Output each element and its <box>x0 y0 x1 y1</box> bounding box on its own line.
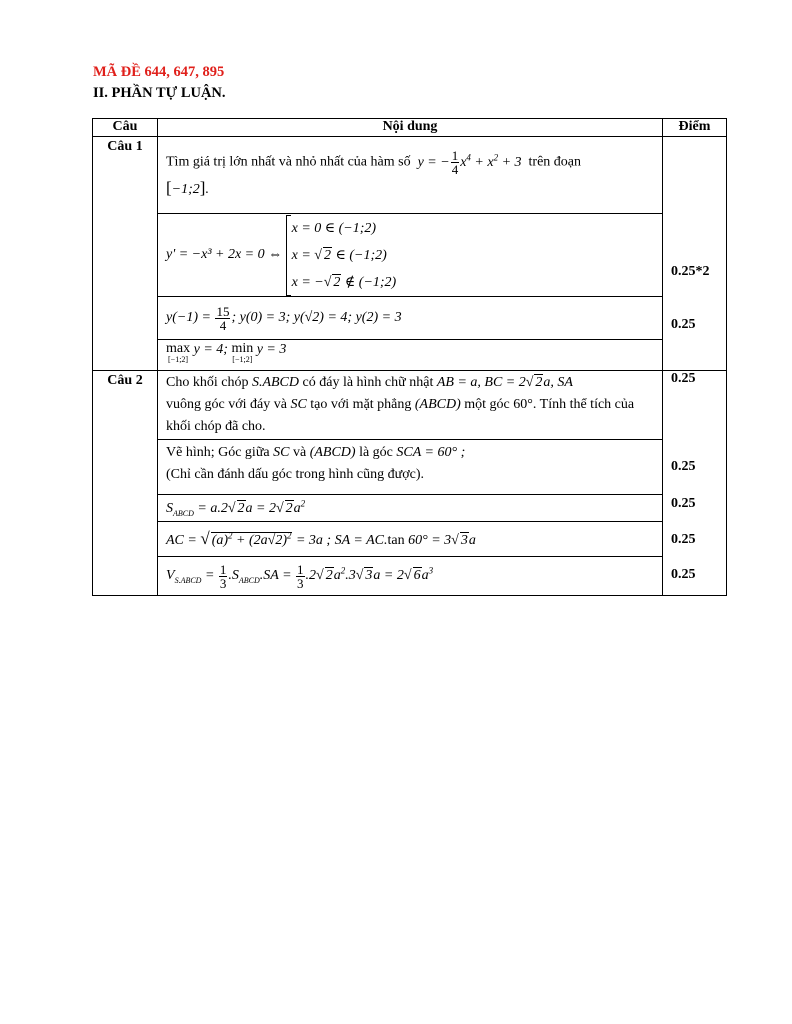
table-row-q2-prompt <box>93 371 727 440</box>
q2-step2-cell <box>158 495 663 522</box>
q2-angle: 60° <box>513 397 533 412</box>
q1-step2-cell <box>158 297 663 340</box>
q2-score-2: 0.25 <box>671 496 696 511</box>
header-cau: Câu <box>93 119 158 137</box>
q1-prompt-cell <box>158 137 663 214</box>
table-header-row <box>93 119 727 137</box>
q1-score-cell <box>663 137 727 386</box>
q1-values: y(−1) = $\frac{15}{4}$ ; y(0) = 3; y(√2) = 4; y(2) = 3 <box>166 303 402 333</box>
q2-base-area: $S_{ABCD} = a.2√$ 2a = 2√ $2a^2$ <box>166 498 306 518</box>
q2-pyramid: S.ABCD <box>251 375 300 390</box>
header-noi-dung: Nội dung <box>158 119 663 137</box>
q1-step1-cell <box>158 214 663 297</box>
header-diem: Điểm <box>663 119 727 137</box>
q1-function: y = − $\frac{1}{4}$ $x^4 + x^2 + 3$ <box>417 147 522 177</box>
q2-edge-sc: SC <box>290 397 307 412</box>
section-heading: II. PHẦN TỰ LUẬN. <box>93 85 226 101</box>
q2-ac-sa: AC = √ $(a)^2 + (2a√2)^2 = 3a$ ; SA = AC.tan 60° = 3√ 3a <box>166 529 476 548</box>
q1-step3-cell <box>158 340 663 371</box>
q1-prompt-text-a: Tìm giá trị lớn nhất và nhỏ nhất của hàm số <box>166 154 411 170</box>
table-row-q1-prompt <box>93 137 727 214</box>
q1-derivative: y' = −x³ + 2x = 0 ⇔ <box>166 247 283 262</box>
q1-case-2: x = √ 2 ∈ (−1;2) <box>291 247 387 263</box>
q2-prompt-6: . Tính thể tích của khối chóp đã cho. <box>166 397 635 434</box>
q2-score-1: 0.25 <box>671 459 696 474</box>
q2-label: Câu 2 <box>107 373 143 388</box>
q1-label-cell <box>93 137 158 371</box>
q2-prompt-4: tạo với mặt phẳng <box>310 397 412 412</box>
q2-score-3: 0.25 <box>671 532 696 547</box>
q2-volume: $V_{S.ABCD}$ = $\frac{1}{3}$ $.S_{ABCD}.SA$ = $\frac{1}{3}$ .2√ $2a^2.3√$ 3a = 2√ $6a^3$ <box>166 561 434 591</box>
q2-step1-cell: Vẽ hình; Góc giữa SC và (ABCD) là góc SCA = 60° ; (Chỉ cần đánh dấu góc trong hình cũng được). <box>158 440 663 495</box>
table-row-q1-step1 <box>93 214 727 297</box>
q2-prompt-5: một góc <box>464 397 510 412</box>
q1-case-1: x = 0 ∈ (−1;2) <box>291 220 377 236</box>
q2-prompt-1: Cho khối chóp <box>166 375 249 390</box>
q1-score-2: 0.25 <box>671 317 696 332</box>
table-row-q2-step4 <box>93 557 727 596</box>
q2-prompt-2: có đáy là hình chữ nhật <box>302 375 434 390</box>
table-row-q1-step3 <box>93 340 727 371</box>
q1-prompt-text-b: trên đoạn <box>528 154 582 170</box>
q2-step1-a: Vẽ hình; Góc giữa <box>166 445 270 460</box>
table-row-q2-step3 <box>93 522 727 557</box>
exam-code-title: MÃ ĐỀ 644, 647, 895 <box>93 64 225 80</box>
table-row-q1-step2 <box>93 297 727 340</box>
q2-step1-note: (Chỉ cần đánh dấu góc trong hình cũng được). <box>166 467 424 482</box>
q1-interval: [−1;2]. <box>166 177 209 197</box>
q2-plane: (ABCD) <box>414 397 461 412</box>
q2-prompt-3: vuông góc với đáy và <box>166 397 287 412</box>
table-row-q2-step1 <box>93 440 727 495</box>
q2-step1-b: và <box>292 445 307 460</box>
q1-case-3: x = −√ 2 ∉ (−1;2) <box>291 274 397 290</box>
q1-max-min: max [−1;2] y = 4; min [−1;2] y = 3 <box>166 341 287 364</box>
q2-dimensions: AB = a, BC = 2√ 2a, SA <box>436 375 573 390</box>
q1-score-3: 0.25 <box>671 371 696 386</box>
q2-score-cell <box>663 371 727 596</box>
table-row-q2-step2 <box>93 495 727 522</box>
q1-label: Câu 1 <box>107 139 143 154</box>
q2-score-4: 0.25 <box>671 567 696 582</box>
q2-prompt-cell <box>158 371 663 440</box>
q2-step1-c: là góc <box>359 445 393 460</box>
q2-step3-cell <box>158 522 663 557</box>
q2-label-cell <box>93 371 158 596</box>
q1-score-1: 0.25*2 <box>671 264 710 279</box>
q2-step4-cell <box>158 557 663 596</box>
q2-angle-sca: SCA = 60° ; <box>396 445 466 460</box>
answer-table <box>92 118 727 596</box>
q1-cases <box>286 215 397 296</box>
